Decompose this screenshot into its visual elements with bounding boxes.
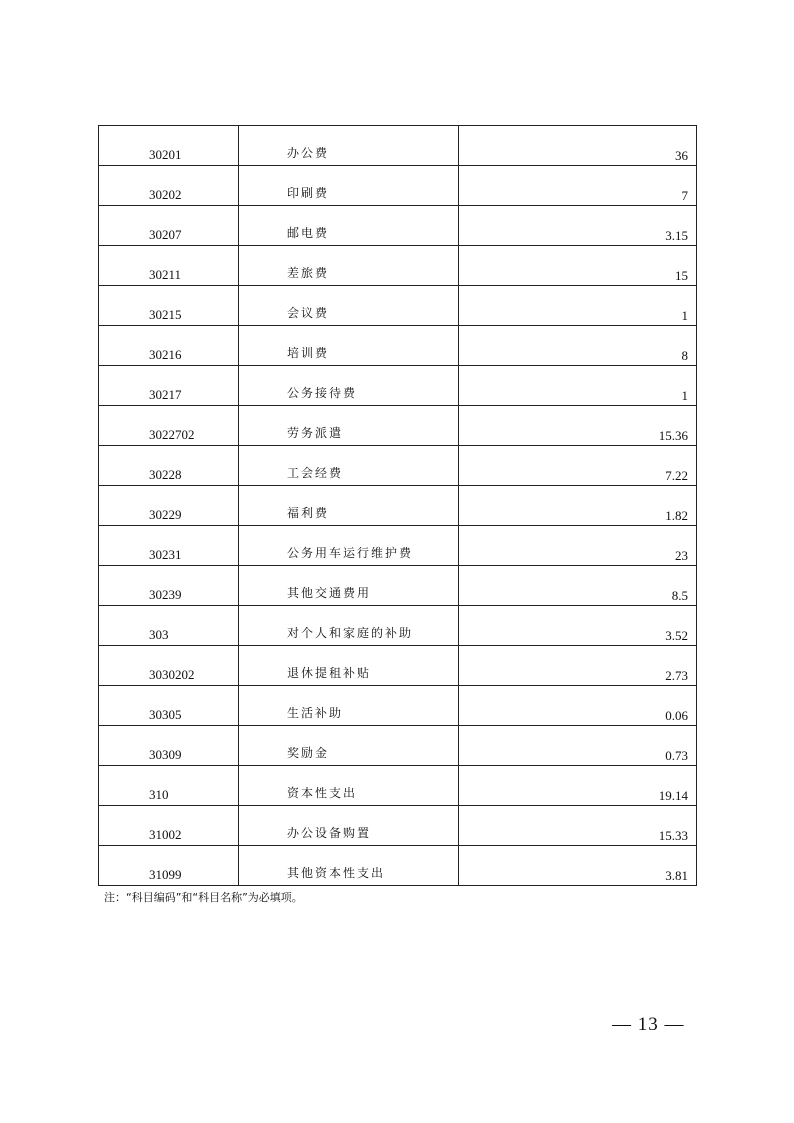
subject-name-text: 资本性支出 [287,786,358,800]
subject-code-text: 30305 [149,707,182,722]
subject-name-cell [239,126,459,166]
subject-name-cell [239,486,459,526]
subject-name-text: 劳务派遣 [287,426,344,440]
subject-code-text: 30211 [149,267,182,282]
table-row [99,206,697,246]
subject-code-cell [99,246,239,286]
subject-name-cell [239,206,459,246]
amount-cell [459,726,697,766]
table-row [99,246,697,286]
subject-code-text: 30231 [149,547,182,562]
subject-code-text: 30229 [149,507,182,522]
subject-code-cell [99,806,239,846]
subject-code-text: 31099 [149,867,182,882]
subject-name-text: 会议费 [287,306,330,320]
subject-code-cell [99,326,239,366]
amount-text: 8 [681,348,688,363]
table-row [99,606,697,646]
amount-text: 19.14 [658,788,688,803]
subject-code-cell [99,486,239,526]
amount-cell [459,406,697,446]
amount-cell [459,526,697,566]
amount-cell [459,446,697,486]
subject-code-cell [99,446,239,486]
table-row [99,686,697,726]
subject-name-cell [239,366,459,406]
table-body [99,126,697,886]
table-row [99,126,697,166]
table-row [99,526,697,566]
amount-text: 3.81 [665,868,688,883]
amount-cell [459,166,697,206]
subject-code-text: 303 [149,627,169,642]
amount-text: 15.33 [658,828,688,843]
table-row [99,806,697,846]
amount-cell [459,486,697,526]
amount-text: 3.52 [665,628,688,643]
subject-name-cell [239,406,459,446]
amount-text: 1.82 [665,508,688,523]
subject-name-text: 其他资本性支出 [287,866,386,880]
table-row [99,446,697,486]
subject-code-cell [99,166,239,206]
subject-code-text: 30309 [149,747,182,762]
amount-cell [459,246,697,286]
subject-code-cell [99,366,239,406]
subject-name-cell [239,446,459,486]
subject-name-cell [239,166,459,206]
subject-code-text: 30216 [149,347,182,362]
table-row [99,166,697,206]
amount-cell [459,286,697,326]
subject-code-cell [99,566,239,606]
table-row [99,326,697,366]
amount-cell [459,766,697,806]
subject-name-text: 培训费 [287,346,330,360]
subject-name-cell [239,286,459,326]
amount-text: 15 [675,268,688,283]
subject-code-text: 30201 [149,147,182,162]
amount-cell [459,366,697,406]
subject-name-cell [239,766,459,806]
table-row [99,406,697,446]
subject-code-cell [99,726,239,766]
subject-code-text: 30217 [149,387,182,402]
table-row [99,486,697,526]
amount-text: 1 [681,308,688,323]
subject-code-text: 30202 [149,187,182,202]
subject-name-cell [239,846,459,886]
subject-code-text: 30215 [149,307,182,322]
amount-text: 0.06 [665,708,688,723]
amount-cell [459,646,697,686]
amount-cell [459,326,697,366]
subject-code-cell [99,846,239,886]
table-row [99,286,697,326]
subject-name-cell [239,726,459,766]
amount-cell [459,806,697,846]
subject-name-text: 退休提租补贴 [287,666,372,680]
subject-code-cell [99,206,239,246]
amount-cell [459,206,697,246]
subject-code-cell [99,606,239,646]
subject-code-text: 3030202 [149,667,195,682]
amount-text: 36 [675,148,688,163]
amount-text: 3.15 [665,228,688,243]
table-note: 注：“科目编码”和“科目名称”为必填项。 [104,891,303,904]
subject-name-text: 其他交通费用 [287,586,372,600]
subject-code-cell [99,766,239,806]
subject-name-text: 印刷费 [287,186,330,200]
page-number: — 13 — [612,1014,685,1035]
subject-code-cell [99,646,239,686]
table-row [99,566,697,606]
subject-code-text: 30207 [149,227,182,242]
amount-text: 7.22 [665,468,688,483]
subject-name-cell [239,526,459,566]
amount-cell [459,686,697,726]
subject-name-text: 生活补助 [287,706,344,720]
subject-code-cell [99,126,239,166]
amount-text: 8.5 [671,588,688,603]
subject-code-text: 3022702 [149,427,195,442]
subject-name-cell [239,246,459,286]
amount-text: 2.73 [665,668,688,683]
subject-name-cell [239,686,459,726]
subject-name-text: 对个人和家庭的补助 [287,626,414,640]
table-row [99,846,697,886]
amount-text: 23 [675,548,688,563]
subject-name-text: 差旅费 [287,266,330,280]
subject-name-text: 工会经费 [287,466,344,480]
amount-text: 1 [681,388,688,403]
amount-text: 7 [681,188,688,203]
subject-code-cell [99,686,239,726]
subject-code-text: 30239 [149,587,182,602]
subject-name-text: 福利费 [287,506,330,520]
amount-cell [459,846,697,886]
subject-name-cell [239,606,459,646]
amount-text: 15.36 [658,428,688,443]
subject-name-text: 办公费 [287,146,330,160]
subject-code-cell [99,526,239,566]
table-row [99,766,697,806]
subject-name-text: 公务接待费 [287,386,358,400]
subject-code-cell [99,286,239,326]
subject-name-cell [239,566,459,606]
subject-code-text: 31002 [149,827,182,842]
subject-name-cell [239,326,459,366]
subject-name-text: 奖励金 [287,746,330,760]
budget-table [98,125,697,886]
table-row [99,726,697,766]
amount-cell [459,126,697,166]
subject-name-text: 邮电费 [287,226,330,240]
table-row [99,646,697,686]
subject-name-text: 办公设备购置 [287,826,372,840]
subject-name-text: 公务用车运行维护费 [287,546,414,560]
subject-code-text: 310 [149,787,169,802]
subject-code-text: 30228 [149,467,182,482]
subject-code-cell [99,406,239,446]
subject-name-cell [239,806,459,846]
amount-text: 0.73 [665,748,688,763]
amount-cell [459,566,697,606]
table-row [99,366,697,406]
amount-cell [459,606,697,646]
subject-name-cell [239,646,459,686]
